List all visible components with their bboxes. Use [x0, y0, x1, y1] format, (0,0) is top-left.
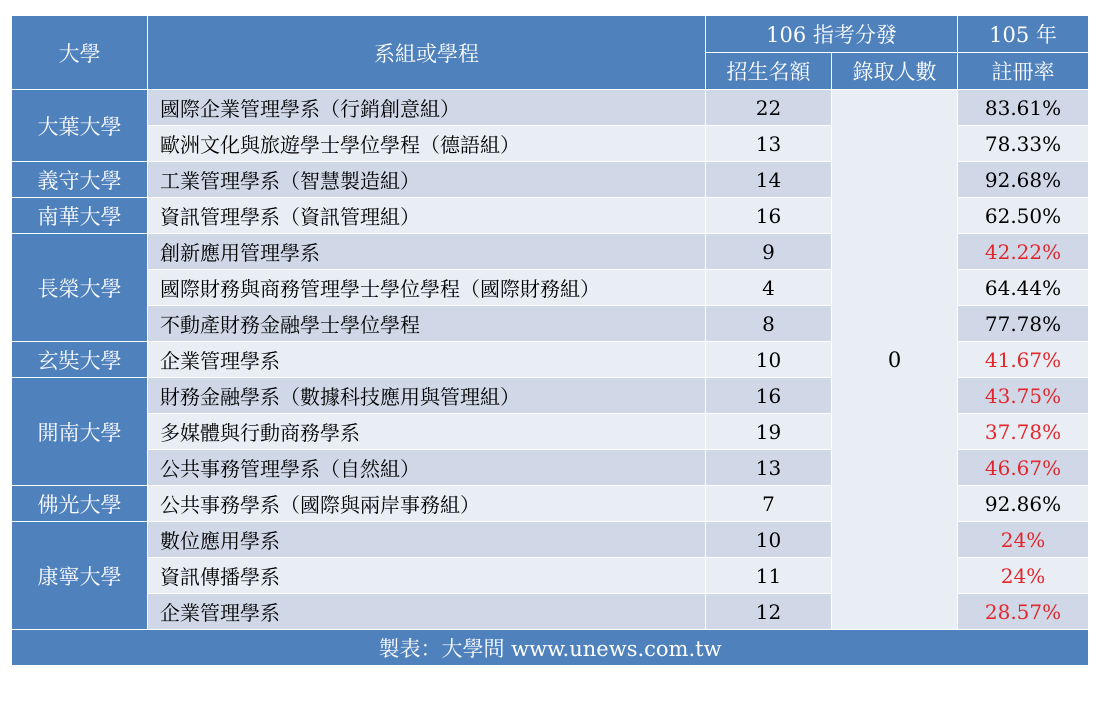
program-name: 不動產財務金融學士學位學程 — [148, 306, 706, 342]
quota-value: 8 — [706, 306, 832, 342]
admissions-table — [11, 15, 1089, 666]
program-name: 資訊傳播學系 — [148, 558, 706, 594]
quota-value: 10 — [706, 522, 832, 558]
header-university: 大學 — [12, 16, 148, 90]
registration-rate: 43.75% — [958, 378, 1089, 414]
university-name: 玄奘大學 — [12, 342, 148, 378]
program-name: 工業管理學系（智慧製造組） — [148, 162, 706, 198]
quota-value: 7 — [706, 486, 832, 522]
registration-rate: 42.22% — [958, 234, 1089, 270]
header-admitted: 錄取人數 — [832, 53, 958, 90]
quota-value: 22 — [706, 90, 832, 126]
registration-rate: 78.33% — [958, 126, 1089, 162]
university-name: 康寧大學 — [12, 522, 148, 630]
program-name: 多媒體與行動商務學系 — [148, 414, 706, 450]
program-name: 國際財務與商務管理學士學位學程（國際財務組） — [148, 270, 706, 306]
quota-value: 11 — [706, 558, 832, 594]
registration-rate: 83.61% — [958, 90, 1089, 126]
program-name: 企業管理學系 — [148, 594, 706, 630]
registration-rate: 77.78% — [958, 306, 1089, 342]
university-name: 長榮大學 — [12, 234, 148, 342]
registration-rate: 41.67% — [958, 342, 1089, 378]
quota-value: 9 — [706, 234, 832, 270]
header-group-105: 105 年 — [958, 16, 1089, 53]
program-name: 歐洲文化與旅遊學士學位學程（德語組） — [148, 126, 706, 162]
table-footer: 製表：大學問 www.unews.com.tw — [12, 630, 1089, 666]
registration-rate: 92.86% — [958, 486, 1089, 522]
registration-rate: 46.67% — [958, 450, 1089, 486]
university-name: 開南大學 — [12, 378, 148, 486]
university-name: 義守大學 — [12, 162, 148, 198]
quota-value: 16 — [706, 378, 832, 414]
quota-value: 10 — [706, 342, 832, 378]
quota-value: 14 — [706, 162, 832, 198]
university-name: 佛光大學 — [12, 486, 148, 522]
university-name: 南華大學 — [12, 198, 148, 234]
quota-value: 16 — [706, 198, 832, 234]
program-name: 資訊管理學系（資訊管理組） — [148, 198, 706, 234]
quota-value: 4 — [706, 270, 832, 306]
quota-value: 19 — [706, 414, 832, 450]
quota-value: 12 — [706, 594, 832, 630]
program-name: 公共事務管理學系（自然組） — [148, 450, 706, 486]
registration-rate: 24% — [958, 522, 1089, 558]
quota-value: 13 — [706, 126, 832, 162]
program-name: 財務金融學系（數據科技應用與管理組） — [148, 378, 706, 414]
table-row — [12, 90, 1089, 126]
header-program: 系組或學程 — [148, 16, 706, 90]
header-registration-rate: 註冊率 — [958, 53, 1089, 90]
program-name: 公共事務學系（國際與兩岸事務組） — [148, 486, 706, 522]
program-name: 企業管理學系 — [148, 342, 706, 378]
registration-rate: 62.50% — [958, 198, 1089, 234]
program-name: 國際企業管理學系（行銷創意組） — [148, 90, 706, 126]
program-name: 創新應用管理學系 — [148, 234, 706, 270]
university-name: 大葉大學 — [12, 90, 148, 162]
registration-rate: 64.44% — [958, 270, 1089, 306]
table-body — [12, 90, 1089, 630]
header-quota: 招生名額 — [706, 53, 832, 90]
quota-value: 13 — [706, 450, 832, 486]
registration-rate: 24% — [958, 558, 1089, 594]
registration-rate: 37.78% — [958, 414, 1089, 450]
program-name: 數位應用學系 — [148, 522, 706, 558]
registration-rate: 92.68% — [958, 162, 1089, 198]
registration-rate: 28.57% — [958, 594, 1089, 630]
admitted-value: 0 — [832, 90, 958, 630]
header-group-106: 106 指考分發 — [706, 16, 958, 53]
